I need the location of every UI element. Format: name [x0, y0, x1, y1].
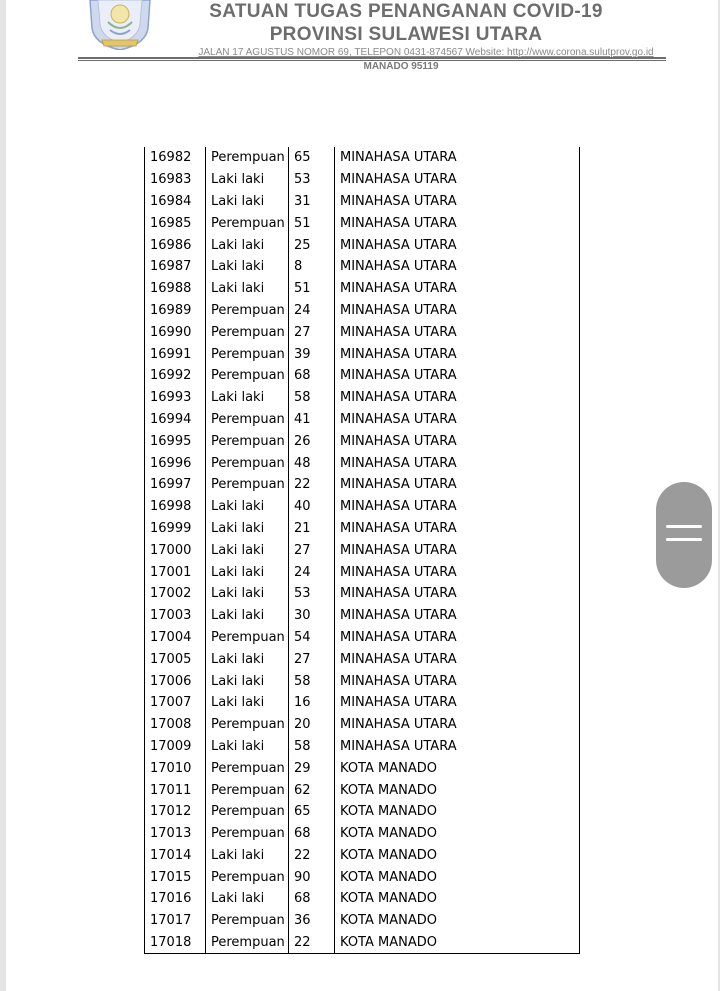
gender-cell: Perempuan [206, 932, 289, 954]
case-number-cell: 17003 [145, 605, 206, 627]
age-cell: 53 [289, 583, 335, 605]
region-cell: MINAHASA UTARA [335, 387, 580, 409]
gender-cell: Laki laki [206, 692, 289, 714]
age-cell: 68 [289, 888, 335, 910]
age-cell: 20 [289, 714, 335, 736]
age-cell: 90 [289, 866, 335, 888]
gender-cell: Laki laki [206, 583, 289, 605]
table-row [145, 866, 580, 888]
case-number-cell: 16993 [145, 387, 206, 409]
region-cell: KOTA MANADO [335, 823, 580, 845]
header-city: MANADO 95119 [363, 61, 439, 72]
case-number-cell: 17018 [145, 932, 206, 954]
age-cell: 58 [289, 670, 335, 692]
age-cell: 48 [289, 452, 335, 474]
case-number-cell: 16999 [145, 518, 206, 540]
table-row [145, 278, 580, 300]
gender-cell: Perempuan [206, 866, 289, 888]
region-cell: MINAHASA UTARA [335, 539, 580, 561]
case-number-cell: 16990 [145, 321, 206, 343]
age-cell: 65 [289, 147, 335, 169]
table-row [145, 605, 580, 627]
table-row [145, 212, 580, 234]
case-number-cell: 16991 [145, 343, 206, 365]
header-title-line1: SATUAN TUGAS PENANGANAN COVID-19 [209, 1, 603, 22]
document-page [6, 0, 718, 991]
table-row [145, 692, 580, 714]
case-table [144, 147, 580, 954]
case-number-cell: 16987 [145, 256, 206, 278]
header-title-line2: PROVINSI SULAWESI UTARA [269, 24, 543, 45]
table-row [145, 888, 580, 910]
gender-cell: Perempuan [206, 212, 289, 234]
gender-cell: Perempuan [206, 452, 289, 474]
region-cell: MINAHASA UTARA [335, 147, 580, 169]
case-number-cell: 17000 [145, 539, 206, 561]
table-row [145, 169, 580, 191]
case-number-cell: 17017 [145, 910, 206, 932]
region-cell: MINAHASA UTARA [335, 278, 580, 300]
region-cell: MINAHASA UTARA [335, 605, 580, 627]
region-cell: KOTA MANADO [335, 932, 580, 954]
table-row [145, 343, 580, 365]
region-cell: MINAHASA UTARA [335, 648, 580, 670]
age-cell: 22 [289, 932, 335, 954]
header-address: JALAN 17 AGUSTUS NOMOR 69, TELEPON 0431-874567 Website: http://www.corona.sulutprov.go.id [198, 47, 654, 58]
case-number-cell: 16982 [145, 147, 206, 169]
case-number-cell: 17014 [145, 845, 206, 867]
table-row [145, 779, 580, 801]
case-number-cell: 16994 [145, 409, 206, 431]
table-row [145, 191, 580, 213]
age-cell: 53 [289, 169, 335, 191]
gender-cell: Perempuan [206, 321, 289, 343]
region-cell: MINAHASA UTARA [335, 496, 580, 518]
case-number-cell: 17011 [145, 779, 206, 801]
table-row [145, 496, 580, 518]
region-cell: KOTA MANADO [335, 910, 580, 932]
gender-cell: Perempuan [206, 343, 289, 365]
region-cell: KOTA MANADO [335, 779, 580, 801]
table-row [145, 452, 580, 474]
table-row [145, 409, 580, 431]
region-cell: MINAHASA UTARA [335, 365, 580, 387]
gender-cell: Laki laki [206, 496, 289, 518]
age-cell: 41 [289, 409, 335, 431]
table-row [145, 670, 580, 692]
table-row [145, 561, 580, 583]
handle-line [666, 538, 702, 541]
age-cell: 24 [289, 300, 335, 322]
gender-cell: Perempuan [206, 474, 289, 496]
region-cell: MINAHASA UTARA [335, 430, 580, 452]
gender-cell: Perempuan [206, 147, 289, 169]
region-cell: MINAHASA UTARA [335, 670, 580, 692]
region-cell: MINAHASA UTARA [335, 256, 580, 278]
gender-cell: Laki laki [206, 191, 289, 213]
gender-cell: Perempuan [206, 757, 289, 779]
age-cell: 62 [289, 779, 335, 801]
age-cell: 27 [289, 648, 335, 670]
header-rule [78, 57, 666, 59]
case-number-cell: 17004 [145, 627, 206, 649]
table-row [145, 801, 580, 823]
gender-cell: Laki laki [206, 256, 289, 278]
case-number-cell: 17010 [145, 757, 206, 779]
table-row [145, 518, 580, 540]
handle-line [666, 525, 702, 528]
age-cell: 21 [289, 518, 335, 540]
case-number-cell: 17012 [145, 801, 206, 823]
region-cell: MINAHASA UTARA [335, 736, 580, 758]
region-cell: MINAHASA UTARA [335, 518, 580, 540]
region-cell: KOTA MANADO [335, 888, 580, 910]
table-row [145, 845, 580, 867]
region-cell: MINAHASA UTARA [335, 452, 580, 474]
region-cell: MINAHASA UTARA [335, 474, 580, 496]
drag-handle-icon[interactable] [656, 482, 712, 588]
case-number-cell: 16995 [145, 430, 206, 452]
gender-cell: Perempuan [206, 910, 289, 932]
gender-cell: Laki laki [206, 539, 289, 561]
case-number-cell: 16984 [145, 191, 206, 213]
age-cell: 27 [289, 539, 335, 561]
region-cell: MINAHASA UTARA [335, 343, 580, 365]
gender-cell: Laki laki [206, 648, 289, 670]
table-row [145, 365, 580, 387]
region-cell: KOTA MANADO [335, 866, 580, 888]
case-number-cell: 16998 [145, 496, 206, 518]
age-cell: 58 [289, 387, 335, 409]
age-cell: 65 [289, 801, 335, 823]
gender-cell: Laki laki [206, 518, 289, 540]
table-row [145, 147, 580, 169]
region-cell: MINAHASA UTARA [335, 409, 580, 431]
table-row [145, 757, 580, 779]
region-cell: MINAHASA UTARA [335, 692, 580, 714]
gender-cell: Perempuan [206, 627, 289, 649]
gender-cell: Perempuan [206, 714, 289, 736]
gender-cell: Laki laki [206, 670, 289, 692]
region-cell: MINAHASA UTARA [335, 627, 580, 649]
case-number-cell: 16996 [145, 452, 206, 474]
age-cell: 22 [289, 845, 335, 867]
age-cell: 25 [289, 234, 335, 256]
table-row [145, 932, 580, 954]
age-cell: 8 [289, 256, 335, 278]
gender-cell: Laki laki [206, 169, 289, 191]
age-cell: 58 [289, 736, 335, 758]
region-cell: MINAHASA UTARA [335, 212, 580, 234]
case-number-cell: 16997 [145, 474, 206, 496]
table-row [145, 823, 580, 845]
region-cell: MINAHASA UTARA [335, 583, 580, 605]
case-number-cell: 17013 [145, 823, 206, 845]
region-cell: KOTA MANADO [335, 757, 580, 779]
region-cell: KOTA MANADO [335, 801, 580, 823]
region-cell: MINAHASA UTARA [335, 191, 580, 213]
region-cell: KOTA MANADO [335, 845, 580, 867]
case-number-cell: 17008 [145, 714, 206, 736]
table-row [145, 539, 580, 561]
case-number-cell: 17007 [145, 692, 206, 714]
case-number-cell: 17006 [145, 670, 206, 692]
table-row [145, 583, 580, 605]
table-row [145, 430, 580, 452]
region-cell: MINAHASA UTARA [335, 234, 580, 256]
age-cell: 30 [289, 605, 335, 627]
gender-cell: Perempuan [206, 409, 289, 431]
age-cell: 51 [289, 212, 335, 234]
provincial-emblem-logo [86, 0, 154, 50]
gender-cell: Laki laki [206, 387, 289, 409]
table-row [145, 736, 580, 758]
age-cell: 39 [289, 343, 335, 365]
gender-cell: Laki laki [206, 605, 289, 627]
case-number-cell: 16989 [145, 300, 206, 322]
region-cell: MINAHASA UTARA [335, 561, 580, 583]
age-cell: 36 [289, 910, 335, 932]
gender-cell: Laki laki [206, 561, 289, 583]
gender-cell: Laki laki [206, 234, 289, 256]
age-cell: 24 [289, 561, 335, 583]
gender-cell: Laki laki [206, 278, 289, 300]
gender-cell: Perempuan [206, 823, 289, 845]
case-number-cell: 17015 [145, 866, 206, 888]
gender-cell: Laki laki [206, 888, 289, 910]
age-cell: 16 [289, 692, 335, 714]
age-cell: 22 [289, 474, 335, 496]
gender-cell: Perempuan [206, 300, 289, 322]
age-cell: 40 [289, 496, 335, 518]
table-row [145, 234, 580, 256]
case-number-cell: 16992 [145, 365, 206, 387]
age-cell: 29 [289, 757, 335, 779]
gender-cell: Perempuan [206, 430, 289, 452]
case-number-cell: 17016 [145, 888, 206, 910]
age-cell: 27 [289, 321, 335, 343]
case-number-cell: 16988 [145, 278, 206, 300]
region-cell: MINAHASA UTARA [335, 714, 580, 736]
table-row [145, 256, 580, 278]
age-cell: 54 [289, 627, 335, 649]
case-number-cell: 16985 [145, 212, 206, 234]
age-cell: 68 [289, 365, 335, 387]
table-row [145, 648, 580, 670]
gender-cell: Perempuan [206, 801, 289, 823]
age-cell: 31 [289, 191, 335, 213]
gender-cell: Perempuan [206, 779, 289, 801]
case-number-cell: 17002 [145, 583, 206, 605]
gender-cell: Laki laki [206, 845, 289, 867]
age-cell: 51 [289, 278, 335, 300]
case-number-cell: 16983 [145, 169, 206, 191]
age-cell: 26 [289, 430, 335, 452]
table-row [145, 910, 580, 932]
case-number-cell: 16986 [145, 234, 206, 256]
table-row [145, 474, 580, 496]
case-number-cell: 17009 [145, 736, 206, 758]
region-cell: MINAHASA UTARA [335, 300, 580, 322]
table-row [145, 300, 580, 322]
table-row [145, 321, 580, 343]
region-cell: MINAHASA UTARA [335, 321, 580, 343]
case-number-cell: 17005 [145, 648, 206, 670]
table-row [145, 627, 580, 649]
age-cell: 68 [289, 823, 335, 845]
gender-cell: Perempuan [206, 365, 289, 387]
table-row [145, 387, 580, 409]
table-row [145, 714, 580, 736]
gender-cell: Laki laki [206, 736, 289, 758]
case-number-cell: 17001 [145, 561, 206, 583]
region-cell: MINAHASA UTARA [335, 169, 580, 191]
